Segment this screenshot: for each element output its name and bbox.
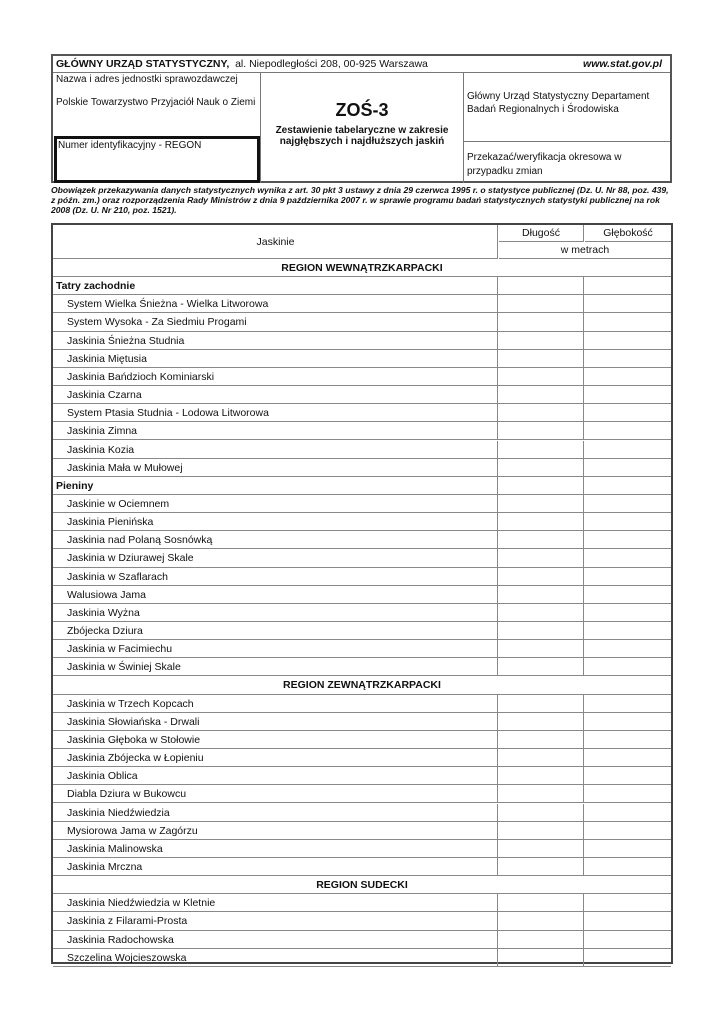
institution-bar	[53, 56, 670, 73]
form-code: ZOŚ-3	[335, 100, 389, 120]
depth-input-cell[interactable]	[585, 604, 671, 621]
depth-input-cell[interactable]	[585, 695, 671, 712]
regon-label: Numer identyfikacyjny - REGON	[58, 140, 202, 151]
length-input-cell[interactable]	[499, 604, 584, 621]
depth-input-cell[interactable]	[585, 622, 671, 639]
depth-input-cell[interactable]	[585, 640, 671, 657]
cave-name: Jaskinia Niedźwiedzia	[67, 806, 170, 819]
region-row	[53, 676, 671, 694]
cave-name: Jaskinia Zbójecka w Łopieniu	[67, 752, 204, 765]
depth-input-cell[interactable]	[585, 822, 671, 839]
length-input-cell[interactable]	[499, 295, 584, 312]
column-header-caves	[53, 225, 498, 259]
table-row	[53, 658, 671, 676]
cave-name: Jaskinia nad Polaną Sosnówką	[67, 534, 213, 547]
depth-input-cell[interactable]	[585, 441, 671, 458]
region-label: REGION SUDECKI	[316, 879, 408, 892]
depth-input-cell[interactable]	[585, 332, 671, 349]
institution-address: al. Niepodległości 208, 00-925 Warszawa	[235, 58, 428, 70]
form-header	[51, 54, 672, 183]
cave-name: Walusiowa Jama	[67, 588, 146, 601]
depth-input-cell[interactable]	[585, 731, 671, 748]
length-input-cell[interactable]	[499, 695, 584, 712]
length-input-cell[interactable]	[499, 858, 584, 875]
table-row	[53, 695, 671, 713]
depth-input-cell[interactable]	[585, 477, 671, 494]
table-row	[53, 640, 671, 658]
length-input-cell[interactable]	[499, 804, 584, 821]
depth-input-cell[interactable]	[585, 404, 671, 421]
length-input-cell[interactable]	[499, 459, 584, 476]
table-row	[53, 422, 671, 440]
length-input-cell[interactable]	[499, 422, 584, 439]
table-row	[53, 549, 671, 567]
cave-name: System Ptasia Studnia - Lodowa Litworowa	[67, 407, 269, 420]
depth-input-cell[interactable]	[585, 495, 671, 512]
depth-input-cell[interactable]	[585, 804, 671, 821]
column-header-caves-label: Jaskinie	[256, 236, 295, 248]
length-input-cell[interactable]	[499, 350, 584, 367]
length-input-cell[interactable]	[499, 404, 584, 421]
length-input-cell[interactable]	[499, 731, 584, 748]
depth-input-cell[interactable]	[585, 858, 671, 875]
length-input-cell[interactable]	[499, 313, 584, 330]
length-input-cell[interactable]	[499, 840, 584, 857]
length-input-cell[interactable]	[499, 713, 584, 730]
cave-name: Jaskinie w Ociemnem	[67, 497, 170, 510]
table-row	[53, 622, 671, 640]
unit-header: w metrach	[499, 242, 671, 259]
length-input-cell[interactable]	[499, 477, 584, 494]
cave-name: Jaskinia Radochowska	[67, 933, 174, 946]
length-input-cell[interactable]	[499, 441, 584, 458]
table-row	[53, 313, 671, 331]
table-row	[53, 822, 671, 840]
depth-input-cell[interactable]	[585, 277, 671, 294]
cave-name: Jaskinia Miętusia	[67, 352, 147, 365]
region-label: REGION WEWNĄTRZKARPACKI	[281, 262, 443, 274]
table-row	[53, 785, 671, 803]
cave-name: Jaskinia w Szaflarach	[67, 570, 168, 583]
depth-input-cell[interactable]	[585, 894, 671, 911]
length-input-cell[interactable]	[499, 568, 584, 585]
cave-name: Jaskinia Zimna	[67, 425, 138, 438]
cave-name: Jaskinia Bańdzioch Kominiarski	[67, 370, 215, 383]
divider	[463, 73, 464, 183]
depth-input-cell[interactable]	[585, 586, 671, 603]
table-row	[53, 586, 671, 604]
institution-name: GŁÓWNY URZĄD STATYSTYCZNY,	[56, 58, 230, 70]
caves-table	[51, 223, 673, 964]
depth-input-cell[interactable]	[585, 767, 671, 784]
cave-name: Jaskinia Mrczna	[67, 860, 143, 873]
cave-name: Jaskinia Głęboka w Stołowie	[67, 733, 201, 746]
depth-input-cell[interactable]	[585, 295, 671, 312]
column-header-length: Długość	[499, 225, 584, 242]
table-row	[53, 495, 671, 513]
unit-name: Polskie Towarzystwo Przyjaciół Nauk o Ziemi	[56, 97, 256, 108]
cave-name: Jaskinia Oblica	[67, 770, 138, 783]
table-row	[53, 912, 671, 930]
length-input-cell[interactable]	[499, 658, 584, 675]
depth-input-cell[interactable]	[585, 386, 671, 403]
table-row	[53, 804, 671, 822]
table-row	[53, 894, 671, 912]
cave-name: Jaskinia Malinowska	[67, 842, 163, 855]
length-input-cell[interactable]	[499, 495, 584, 512]
table-row	[53, 749, 671, 767]
depth-input-cell[interactable]	[585, 931, 671, 948]
table-row	[53, 531, 671, 549]
cave-name: Diabla Dziura w Bukowcu	[67, 788, 187, 801]
table-row	[53, 731, 671, 749]
depth-input-cell[interactable]	[585, 422, 671, 439]
table-row	[53, 840, 671, 858]
table-row	[53, 459, 671, 477]
table-row	[53, 295, 671, 313]
cave-name: System Wielka Śnieżna - Wielka Litworowa	[67, 298, 269, 311]
cave-name: Szczelina Wojcieszowska	[67, 951, 187, 964]
cave-name: Jaskinia z Filarami-Prosta	[67, 915, 188, 928]
depth-input-cell[interactable]	[585, 785, 671, 802]
length-input-cell[interactable]	[499, 912, 584, 929]
table-row	[53, 931, 671, 949]
length-input-cell[interactable]	[499, 549, 584, 566]
table-row	[53, 404, 671, 422]
depth-input-cell[interactable]	[585, 513, 671, 530]
cave-name: Jaskinia Kozia	[67, 443, 135, 456]
cave-name: Jaskinia w Trzech Kopcach	[67, 697, 194, 710]
unit-label: Nazwa i adres jednostki sprawozdawczej	[56, 74, 238, 85]
cave-name: Zbójecka Dziura	[67, 625, 143, 637]
cave-name: Tatry zachodnie	[56, 280, 136, 293]
table-row	[53, 368, 671, 386]
region-row	[53, 259, 671, 277]
depth-input-cell[interactable]	[585, 549, 671, 566]
table-row	[53, 604, 671, 622]
transfer-note: Przekazać/weryfikacja okresowa w przypadku zmian	[467, 152, 622, 177]
length-input-cell[interactable]	[499, 785, 584, 802]
cave-name: Jaskinia Pienińska	[67, 516, 154, 529]
length-input-cell[interactable]	[499, 368, 584, 385]
cave-name: Jaskinia w Facimiechu	[67, 643, 173, 656]
region-label: REGION ZEWNĄTRZKARPACKI	[283, 679, 441, 692]
table-row	[53, 568, 671, 586]
website-link[interactable]: www.stat.gov.pl	[583, 58, 662, 70]
cave-name: System Wysoka - Za Siedmiu Progami	[67, 316, 247, 329]
length-input-cell[interactable]	[499, 531, 584, 548]
table-row	[53, 713, 671, 731]
depth-input-cell[interactable]	[585, 912, 671, 929]
table-row	[53, 332, 671, 350]
cave-name: Jaskinia w Świniej Skale	[67, 661, 181, 674]
depth-input-cell[interactable]	[585, 749, 671, 766]
length-input-cell[interactable]	[499, 894, 584, 911]
length-input-cell[interactable]	[499, 332, 584, 349]
length-input-cell[interactable]	[499, 513, 584, 530]
institution-line	[56, 56, 428, 72]
cave-name: Pieniny	[56, 479, 94, 492]
table-row	[53, 767, 671, 785]
length-input-cell[interactable]	[499, 767, 584, 784]
length-input-cell[interactable]	[499, 622, 584, 639]
legal-notice: Obowiązek przekazywania danych statystycznych wynika z art. 30 pkt 3 ustawy z dnia 29 czerwca 1995 r. o statystyce publicznej (Dz. U. Nr 88, poz. 439, z późn. zm.) oraz rozporządzenia Rady Ministrów z dnia 9 października 2007 r. w sprawie programu badań statystycznych statystyki publicznej na rok 2008 (Dz. U. Nr 210, poz. 1521).	[51, 185, 669, 215]
cave-name: Jaskinia Niedźwiedzia w Kletnie	[67, 897, 216, 910]
divider	[464, 141, 670, 142]
length-input-cell[interactable]	[499, 931, 584, 948]
table-row	[53, 858, 671, 876]
form-title: Zestawienie tabelaryczne w zakresie najgłębszych i najdłuższych jaskiń	[275, 125, 449, 147]
depth-input-cell[interactable]	[585, 350, 671, 367]
length-input-cell[interactable]	[499, 386, 584, 403]
cave-name: Jaskinia Wyżna	[67, 606, 140, 619]
table-row	[53, 441, 671, 459]
group-row	[53, 477, 671, 495]
depth-input-cell[interactable]	[585, 713, 671, 730]
depth-input-cell[interactable]	[585, 949, 671, 966]
depth-input-cell[interactable]	[585, 658, 671, 675]
table-row	[53, 513, 671, 531]
cave-name-cell	[53, 477, 498, 494]
depth-input-cell[interactable]	[585, 368, 671, 385]
regon-field[interactable]	[54, 136, 260, 183]
depth-input-cell[interactable]	[585, 840, 671, 857]
length-input-cell[interactable]	[499, 640, 584, 657]
cave-name: Jaskinia Mała w Mułowej	[67, 461, 183, 474]
group-row	[53, 277, 671, 295]
length-input-cell[interactable]	[499, 277, 584, 294]
length-input-cell[interactable]	[499, 586, 584, 603]
cave-name: Jaskinia w Dziurawej Skale	[67, 552, 194, 565]
table-row	[53, 386, 671, 404]
depth-input-cell[interactable]	[585, 313, 671, 330]
length-input-cell[interactable]	[499, 822, 584, 839]
table-row	[53, 949, 671, 967]
depth-input-cell[interactable]	[585, 459, 671, 476]
table-row	[53, 350, 671, 368]
column-header-depth: Głębokość	[585, 225, 671, 242]
depth-input-cell[interactable]	[585, 568, 671, 585]
depth-input-cell[interactable]	[585, 531, 671, 548]
region-row	[53, 876, 671, 894]
cave-name: Jaskinia Słowiańska - Drwali	[67, 715, 200, 728]
cave-name: Jaskinia Śnieżna Studnia	[67, 334, 185, 347]
recipient: Główny Urząd Statystyczny Departament Badań Regionalnych i Środowiska	[467, 91, 650, 115]
length-input-cell[interactable]	[499, 749, 584, 766]
length-input-cell[interactable]	[499, 949, 584, 966]
cave-name: Jaskinia Czarna	[67, 389, 142, 402]
cave-name: Mysiorowa Jama w Zagórzu	[67, 824, 198, 837]
